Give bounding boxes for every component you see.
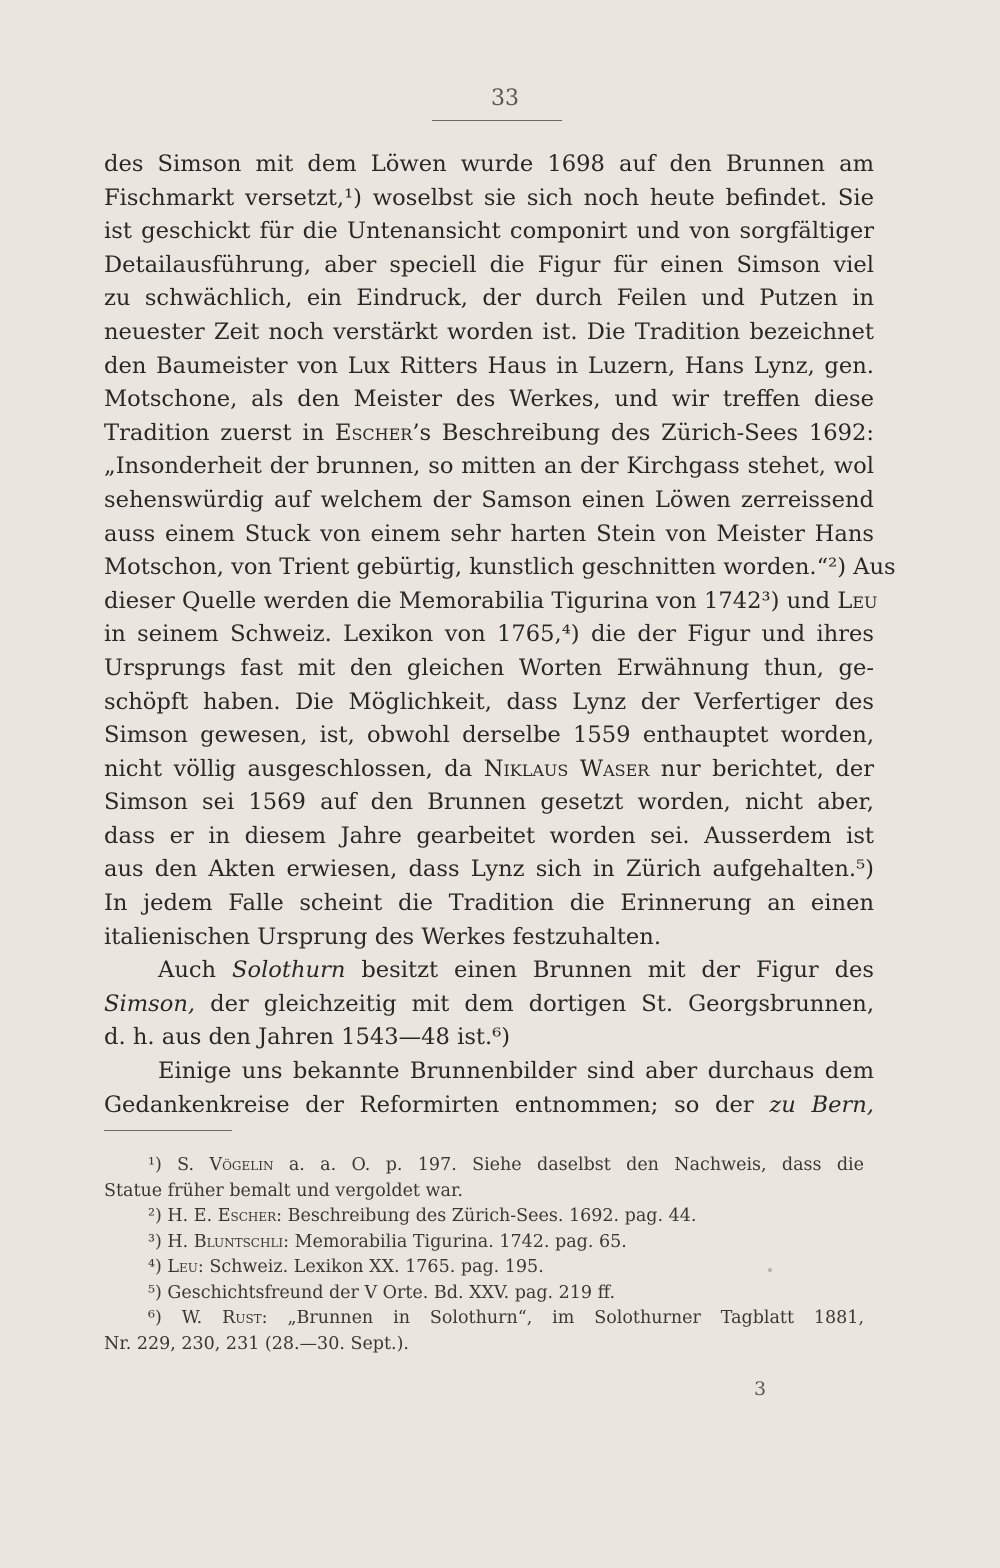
body-line: dass er in diesem Jahre gearbeitet worden sei. Ausserdem ist — [104, 822, 874, 849]
body-line: Detailausführung, aber speciell die Figur für einen Simson viel — [104, 251, 874, 278]
footnote-line: Nr. 229, 230, 231 (28.—30. Sept.). — [104, 1333, 409, 1354]
body-line: nicht völlig ausgeschlossen, da Niklaus Waser nur berichtet, der — [104, 755, 874, 782]
page-number: 33 — [491, 86, 519, 111]
body-line: Simson sei 1569 auf den Brunnen gesetzt worden, nicht aber, — [104, 789, 874, 816]
body-line: d. h. aus den Jahren 1543—48 ist.⁶) — [104, 1024, 511, 1051]
body-line: Fischmarkt versetzt,¹) woselbst sie sich noch heute befindet. Sie — [104, 184, 874, 211]
body-line: italienischen Ursprung des Werkes festzuhalten. — [104, 923, 662, 950]
body-line: zu schwächlich, ein Eindruck, der durch Feilen und Putzen in — [104, 285, 874, 312]
header-rule — [432, 120, 562, 121]
body-line: Simson, der gleichzeitig mit dem dortigen St. Georgsbrunnen, — [104, 990, 874, 1017]
footnote-line: ²) H. E. Escher: Beschreibung des Zürich-Sees. 1692. pag. 44. — [148, 1206, 697, 1226]
body-line: Simson gewesen, ist, obwohl derselbe 1559 enthauptet worden, — [104, 722, 874, 749]
footnote-line: ⁴) Leu: Schweiz. Lexikon XX. 1765. pag. 195. — [148, 1257, 544, 1277]
body-line: den Baumeister von Lux Ritters Haus in Luzern, Hans Lynz, gen. — [104, 352, 874, 379]
body-line: auss einem Stuck von einem sehr harten Stein von Meister Hans — [104, 520, 874, 547]
body-line: ist geschickt für die Untenansicht componirt und von sorgfältiger — [104, 218, 874, 245]
body-line: in seinem Schweiz. Lexikon von 1765,⁴) die der Figur und ihres — [104, 621, 874, 648]
ink-speck — [768, 1268, 772, 1272]
body-line: Tradition zuerst in Escher’s Beschreibung des Zürich-Sees 1692: — [104, 419, 874, 446]
footnote-line: Statue früher bemalt und vergoldet war. — [104, 1180, 463, 1201]
footnote-rule — [104, 1130, 232, 1131]
body-text — [104, 148, 896, 1122]
body-line: schöpft haben. Die Möglichkeit, dass Lynz der Verfertiger des — [104, 688, 874, 715]
body-line: Gedankenkreise der Reformirten entnommen; so der zu Bern, — [104, 1091, 874, 1118]
body-line: Motschone, als den Meister des Werkes, und wir treffen diese — [104, 386, 874, 413]
footnote-line: ¹) S. Vögelin a. a. O. p. 197. Siehe daselbst den Nachweis, dass die — [148, 1155, 864, 1175]
body-line: des Simson mit dem Löwen wurde 1698 auf den Brunnen am — [104, 151, 874, 177]
body-line: Ursprungs fast mit den gleichen Worten Erwähnung thun, ge- — [104, 654, 874, 681]
body-line: Einige uns bekannte Brunnenbilder sind aber durchaus dem — [158, 1058, 874, 1085]
signature-mark: 3 — [753, 1378, 767, 1400]
body-line: aus den Akten erwiesen, dass Lynz sich in Zürich aufgehalten.⁵) — [104, 856, 874, 883]
body-line: neuester Zeit noch verstärkt worden ist. Die Tradition bezeichnet — [104, 318, 874, 345]
footnotes — [104, 1153, 864, 1357]
body-line: In jedem Falle scheint die Tradition die Erinnerung an einen — [104, 890, 874, 917]
body-line: Motschon, von Trient gebürtig, kunstlich geschnitten worden.“²) Aus — [104, 554, 896, 581]
footnote-line: ³) H. Bluntschli: Memorabilia Tigurina. 1742. pag. 65. — [148, 1231, 627, 1252]
body-line: sehenswürdig auf welchem der Samson einen Löwen zerreissend — [104, 486, 874, 513]
footnote-line: ⁵) Geschichtsfreund der V Orte. Bd. XXV. pag. 219 ff. — [148, 1282, 616, 1303]
body-line: dieser Quelle werden die Memorabilia Tigurina von 1742³) und Leu — [104, 587, 878, 614]
body-line: „Insonderheit der brunnen, so mitten an der Kirchgass stehet, wol — [104, 453, 874, 480]
footnote-line: ⁶) W. Rust: „Brunnen in Solothurn“, im Solothurner Tagblatt 1881, — [148, 1308, 865, 1328]
body-line: Auch Solothurn besitzt einen Brunnen mit der Figur des — [158, 957, 874, 984]
